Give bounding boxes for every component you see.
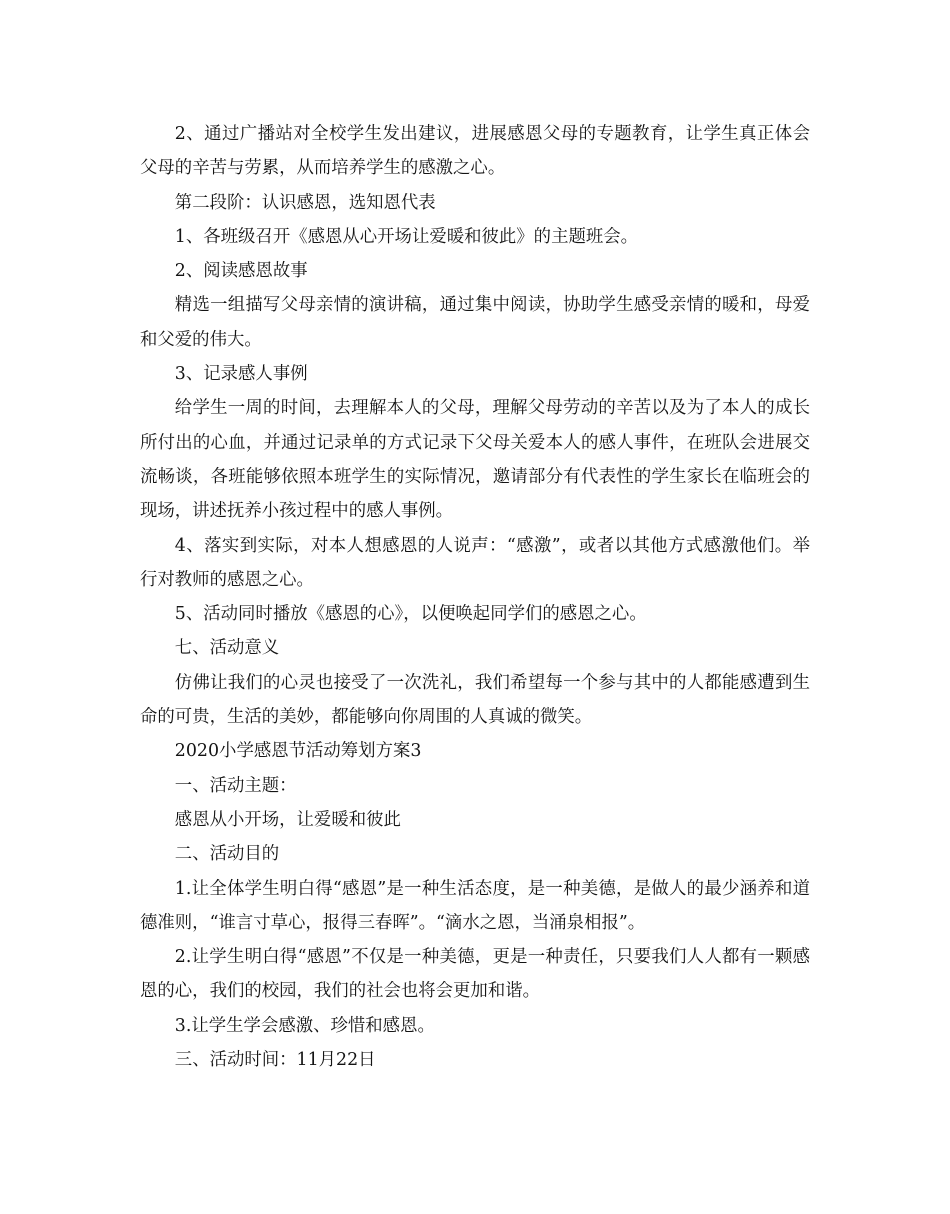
section-heading: 5、活动同时播放《感恩的心》，以便唤起同学们的感恩之心。: [174, 604, 647, 625]
section-heading: 第二段阶：认识感恩，选知恩代表: [174, 192, 436, 213]
section-heading: 感恩从小开场，让爱暖和彼此: [174, 809, 401, 830]
body-paragraph: 2、通过广播站对全校学生发出建议，进展感恩父母的专题教育，让学生真正体会父母的辛苦与劳累，从而培养学生的感激之心。: [140, 124, 810, 179]
body-paragraph: 2.让学生明白得“感恩”不仅是一种美德，更是一种责任，只要我们人人都有一颗感恩的心，我们的校园，我们的社会也将会更加和谐。: [140, 947, 810, 1002]
section-heading: 3.让学生学会感激、珍惜和感恩。: [174, 1015, 435, 1036]
document-body: [140, 117, 810, 1077]
body-paragraph: 4、落实到实际，对本人想感恩的人说声：“感激”，或者以其他方式感激他们。举行对教师的感恩之心。: [140, 535, 810, 590]
section-heading: 一、活动主题：: [174, 775, 297, 796]
section-heading: 七、活动意义: [174, 638, 280, 659]
body-paragraph: 仿佛让我们的心灵也接受了一次洗礼，我们希望每一个参与其中的人都能感遭到生命的可贵，生活的美妙，都能够向你周围的人真诚的微笑。: [140, 672, 810, 728]
section-heading: 3、记录感人事例: [174, 364, 308, 385]
section-heading: 2020小学感恩节活动筹划方案3: [174, 741, 422, 762]
section-heading: 三、活动时间：11月22日: [174, 1050, 376, 1071]
body-paragraph: 1.让全体学生明白得“感恩”是一种生活态度，是一种美德，是做人的最少涵养和道德准则，“谁言寸草心，报得三春晖”。“滴水之恩，当涌泉相报”。: [140, 878, 810, 933]
section-heading: 二、活动目的: [174, 844, 280, 865]
body-paragraph: 精选一组描写父母亲情的演讲稿，通过集中阅读，协助学生感受亲情的暖和，母爱和父爱的伟大。: [140, 295, 810, 350]
section-heading: 1、各班级召开《感恩从心开场让爱暖和彼此》的主题班会。: [174, 226, 639, 247]
section-heading: 2、阅读感恩故事: [174, 261, 308, 282]
body-paragraph: 给学生一周的时间，去理解本人的父母，理解父母劳动的辛苦以及为了本人的成长所付出的心血，并通过记录单的方式记录下父母关爱本人的感人事件，在班队会进展交流畅谈，各班能够依照本班学生的实际情况，邀请部分有代表性的学生家长在临班会的现场，讲述抚养小孩过程中的感人事例。: [140, 398, 810, 522]
